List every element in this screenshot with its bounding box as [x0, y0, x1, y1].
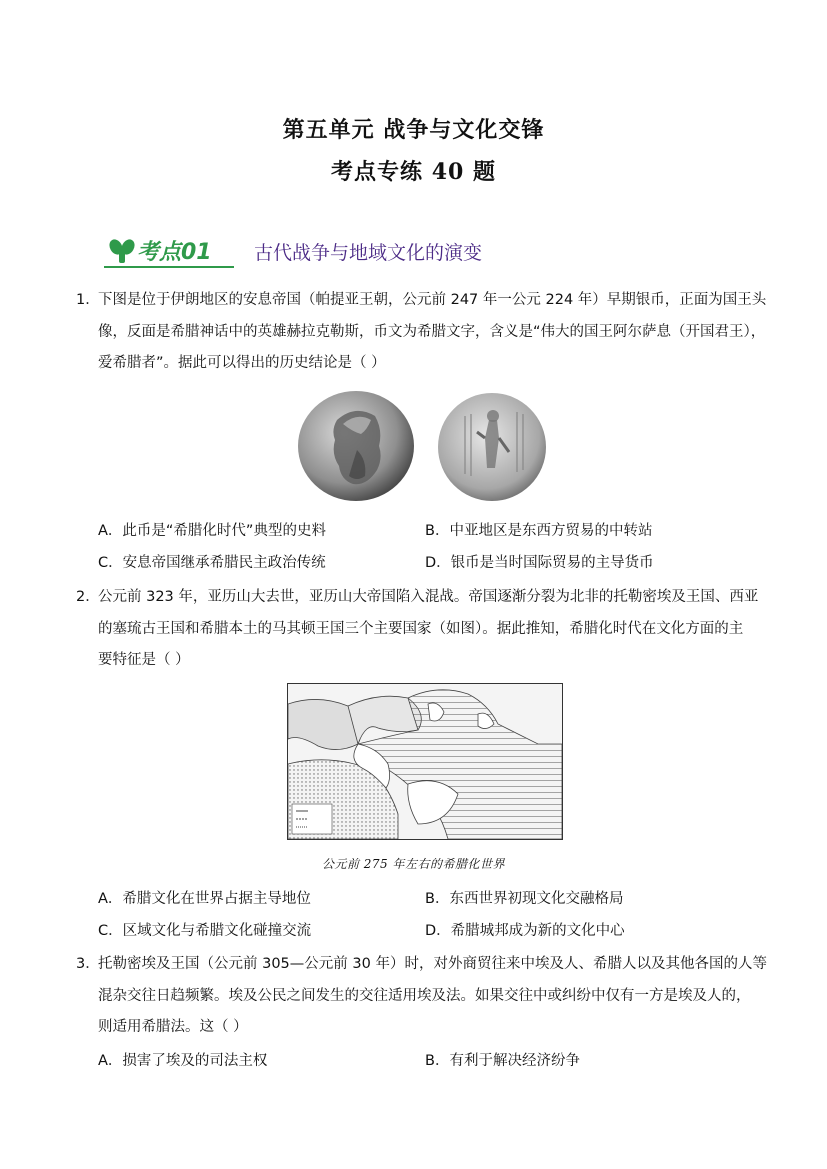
question-text — [98, 582, 759, 677]
question-line: 混杂交往日趋频繁。埃及公民之间发生的交往适用埃及法。如果交往中或纠纷中仅有一方是埃及人的， — [98, 987, 751, 1004]
option-d[interactable]: D．银币是当时国际贸易的主导货币 — [425, 555, 654, 571]
question-line: 托勒密埃及王国（公元前 305—公元前 30 年）时，对外商贸往来中埃及人、希腊人以及其他各国的人等 — [98, 956, 767, 972]
section-title: 古代战争与地域文化的演变 — [254, 242, 483, 264]
question-number: 1． — [76, 292, 100, 308]
option-c[interactable]: C．区域文化与希腊文化碰撞交流 — [98, 923, 312, 939]
coin-reverse-image — [437, 392, 547, 502]
option-c[interactable]: C．安息帝国继承希腊民主政治传统 — [98, 555, 326, 571]
question-text — [98, 285, 767, 380]
page-title: 第五单元 战争与文化交锋 — [282, 117, 545, 143]
question-line: 要特征是（ ） — [98, 652, 190, 668]
coin-obverse-image — [297, 390, 415, 502]
option-d[interactable]: D．希腊城邦成为新的文化中心 — [425, 923, 625, 939]
question-line: 爱希腊者”。据此可以得出的历史结论是（ ） — [98, 355, 386, 371]
section-heading — [104, 233, 524, 269]
option-b[interactable]: B．中亚地区是东西方贸易的中转站 — [425, 523, 653, 539]
question-line: 下图是位于伊朗地区的安息帝国（帕提亚王朝，公元前 247 年一公元 224 年）早期银币，正面为国王头 — [98, 292, 767, 308]
question-line: 的塞琉古王国和希腊本土的马其顿王国三个主要国家（如图）。据此推知，希腊化时代在文化方面的主 — [98, 620, 744, 637]
option-a[interactable]: A．损害了埃及的司法主权 — [98, 1053, 268, 1069]
option-a[interactable]: A．此币是“希腊化时代”典型的史料 — [98, 523, 326, 539]
option-b[interactable]: B．东西世界初现文化交融格局 — [425, 891, 624, 907]
badge-underline — [104, 266, 234, 268]
section-badge: 考点01 — [137, 240, 212, 265]
option-a[interactable]: A．希腊文化在世界占据主导地位 — [98, 891, 311, 907]
option-b[interactable]: B．有利于解决经济纷争 — [425, 1053, 580, 1069]
map-image — [287, 683, 563, 840]
question-line: 则适用希腊法。这（ ） — [98, 1019, 248, 1035]
question-line: 公元前 323 年，亚历山大去世，亚历山大帝国陷入混战。帝国逐渐分裂为北非的托勒密埃及王国、西亚 — [98, 589, 759, 605]
question-line: 像，反面是希腊神话中的英雄赫拉克勒斯，币文为希腊文字，含义是“伟大的国王阿尔萨息（开国君王）， — [98, 323, 766, 340]
page-subtitle: 考点专练 40 题 — [331, 159, 496, 185]
question-number: 3． — [76, 956, 100, 972]
question-text — [98, 949, 767, 1044]
question-number: 2． — [76, 589, 100, 605]
map-caption: 公元前 275 年左右的希腊化世界 — [321, 857, 506, 871]
